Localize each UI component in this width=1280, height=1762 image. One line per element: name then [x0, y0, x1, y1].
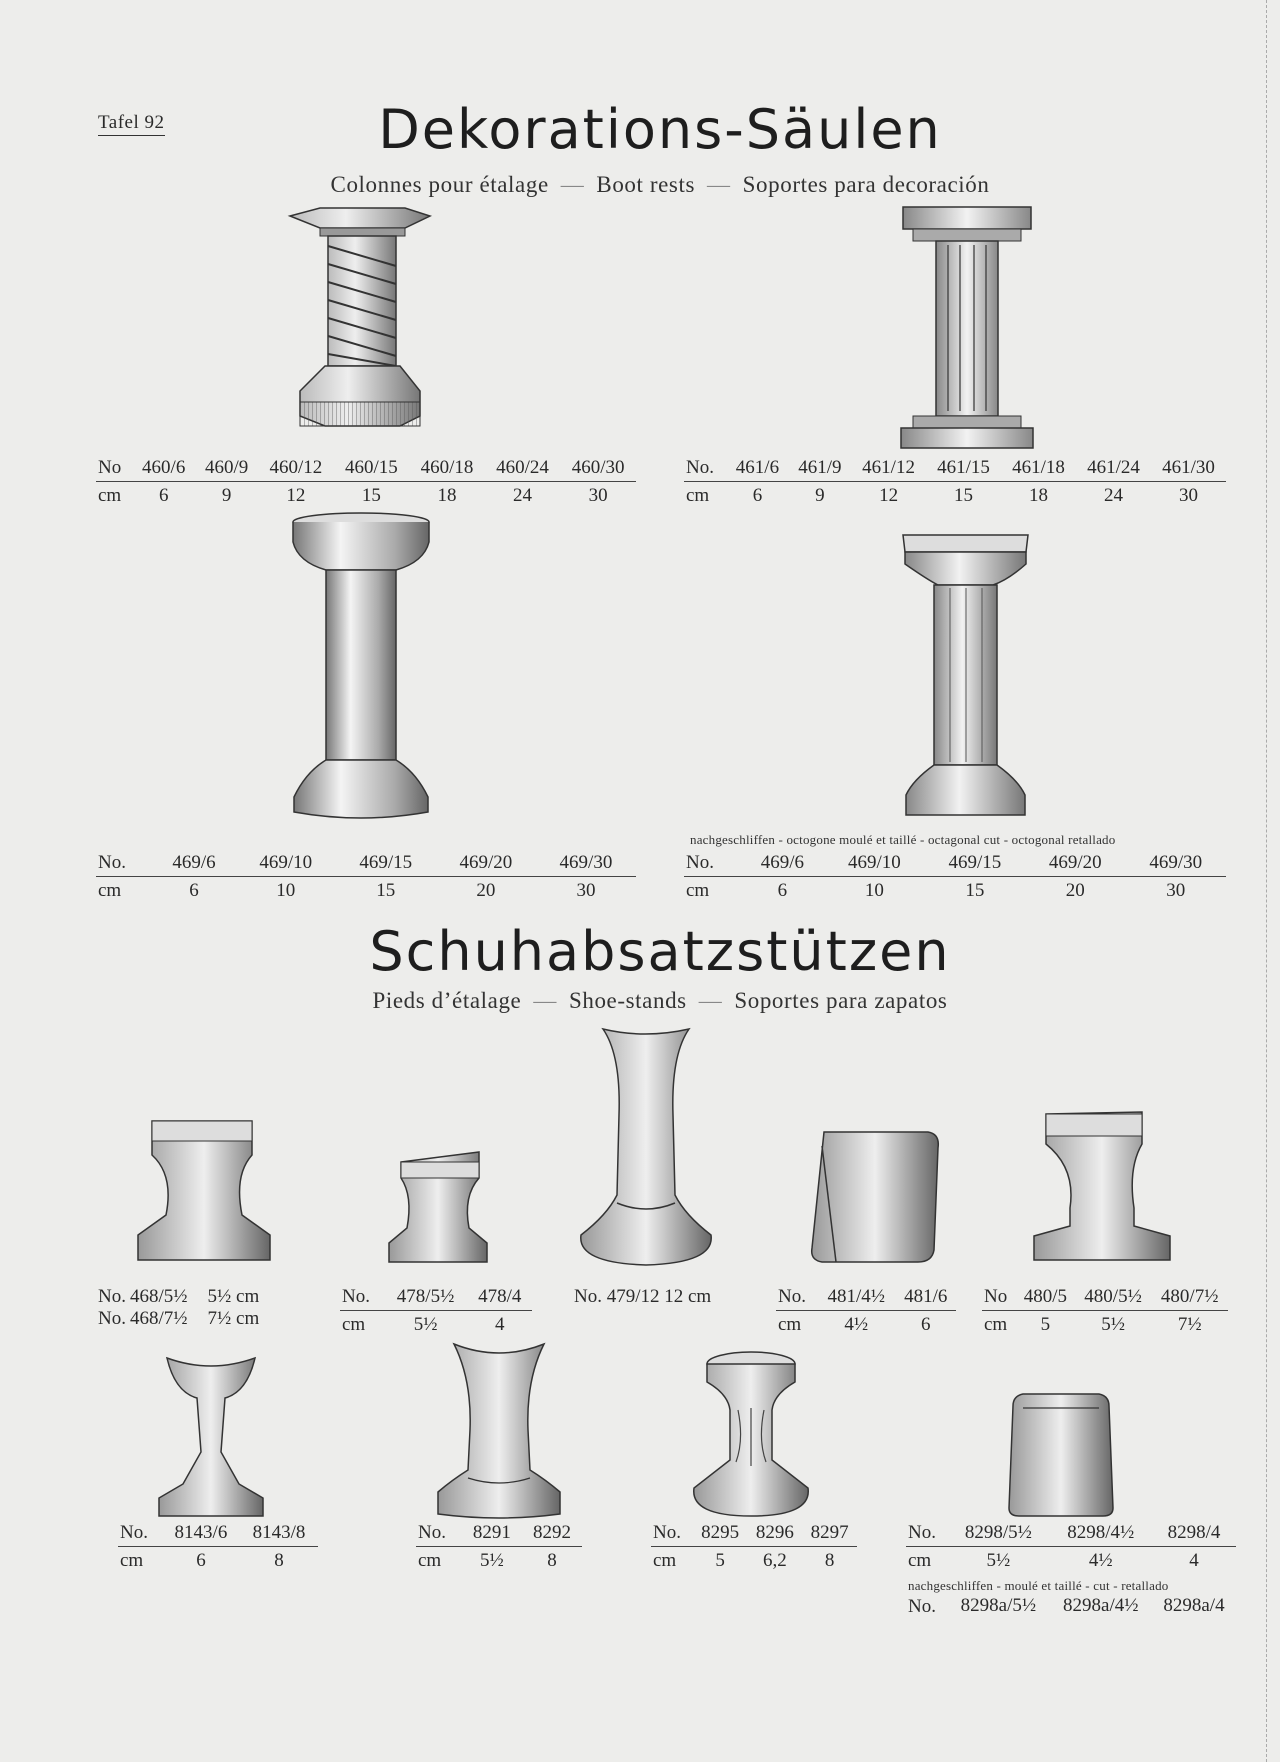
shoe-stand-478-illustration: [385, 1148, 491, 1266]
spec-table-468: No. 468/5½ 5½ cm No. 468/7½ 7½ cm: [98, 1286, 260, 1329]
shoe-stand-479-illustration: [575, 1025, 717, 1270]
spec-table-8143: No. 8143/6 8143/8 cm 6 8: [118, 1522, 318, 1572]
octagonal-column-illustration: [898, 530, 1033, 825]
round-column-illustration: [286, 512, 436, 827]
subtitle-shoe-stands: Pieds d’étalage — Shoe-stands — Soportes para zapatos: [372, 988, 948, 1013]
spec-table-460: No 460/6 460/9 460/12 460/15 460/18 460/24 460/30 cm 6 9 12 15 18 24 30: [96, 457, 636, 507]
spec-table-469-round: No. 469/6 469/10 469/15 469/20 469/30 cm 6 10 15 20 30: [96, 852, 636, 902]
spec-table-469-octagonal: No. 469/6 469/10 469/15 469/20 469/30 cm 6 10 15 20 30: [684, 852, 1226, 902]
spec-table-481: No. 481/4½ 481/6 cm 4½ 6: [776, 1286, 956, 1336]
twisted-column-illustration: [280, 206, 440, 446]
spec-table-8295: No. 8295 8296 8297 cm 5 6,2 8: [651, 1522, 857, 1572]
spec-table-8291: No. 8291 8292 cm 5½ 8: [416, 1522, 582, 1572]
title-shoe-stands: Schuhabsatzstützen: [369, 920, 951, 983]
binding-edge: [1266, 0, 1271, 1762]
title-decoration-columns: Dekorations-Säulen: [378, 98, 942, 161]
spec-table-8298: No. 8298/5½ 8298/4½ 8298/4 cm 5½ 4½ 4 nachgeschliffen - moulé et taillé - cut - retallado No. 8298a/5½ 8298a/4½ 8298a/4: [906, 1522, 1236, 1618]
fluted-column-illustration: [898, 205, 1038, 450]
cut-note: nachgeschliffen - octogone moulé et taillé - octagonal cut - octogonal retallado: [690, 832, 1116, 847]
subtitle-decoration-columns: Colonnes pour étalage — Boot rests — Soportes para decoración: [330, 172, 990, 197]
spec-table-461: No. 461/6 461/9 461/12 461/15 461/18 461/24 461/30 cm 6 9 12 15 18 24 30: [684, 457, 1226, 507]
shoe-stand-481-illustration: [808, 1128, 944, 1266]
spec-table-480: No 480/5 480/5½ 480/7½ cm 5 5½ 7½: [982, 1286, 1228, 1336]
plate-number: Tafel 92: [98, 112, 165, 136]
spec-table-478: No. 478/5½ 478/4 cm 5½ 4: [340, 1286, 532, 1336]
shoe-stand-8291-illustration: [434, 1340, 564, 1520]
shoe-stand-480-illustration: [1030, 1108, 1174, 1266]
spec-479: No. 479/12 12 cm: [574, 1286, 712, 1307]
shoe-stand-8295-illustration: [688, 1350, 814, 1520]
shoe-stand-468-illustration: [134, 1115, 276, 1265]
shoe-stand-8298-illustration: [1005, 1390, 1117, 1520]
shoe-stand-8143-illustration: [155, 1352, 267, 1520]
